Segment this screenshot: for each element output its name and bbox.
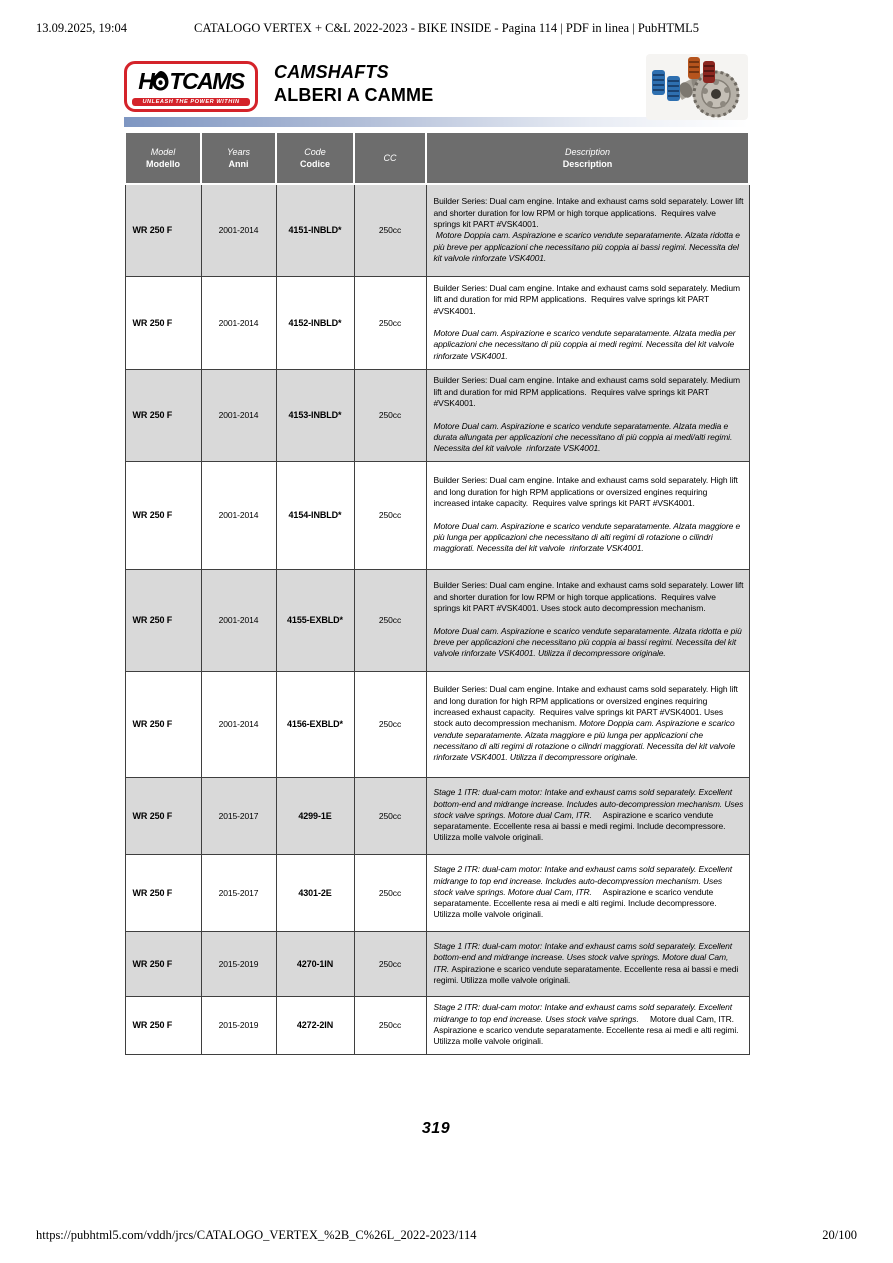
desc-segment: Motore Dual cam. Aspirazione e scarico vendute separatamente. Alzata ridotta e più breve per applicazioni che necessitano più coppia ai bassi regimi. Necessita del kit valvole rinforzate VSK4001. Utilizza il decompressore originale. <box>433 625 744 659</box>
description-cell <box>426 671 749 777</box>
print-datetime: 13.09.2025, 19:04 <box>36 21 127 35</box>
cc-cell: 250cc <box>354 184 426 276</box>
desc-segment: Stage 1 ITR: dual-cam motor: Intake and exhaust cams sold separately. Excellent bottom-end and midrange increase. Uses stock valve springs. Motore dual Cam, ITR. <box>433 940 735 974</box>
code-cell: 4299-1E <box>276 777 354 854</box>
table-row <box>125 569 749 671</box>
document-title: CATALOGO VERTEX + C&L 2022-2023 - BIKE INSIDE - Pagina 114 | PDF in linea | PubHTML5 <box>194 21 699 35</box>
code-cell: 4156-EXBLD* <box>276 671 354 777</box>
years-cell: 2015-2017 <box>201 854 276 931</box>
cc-cell: 250cc <box>354 854 426 931</box>
model-cell: WR 250 F <box>125 931 201 996</box>
print-header <box>36 21 857 37</box>
table-row <box>125 854 749 931</box>
desc-segment: Builder Series: Dual cam engine. Intake and exhaust cams sold separately. Lower lift and shorter duration for low RPM or high torque applications. Requires valve springs kit PART #VSK4001. <box>433 196 746 229</box>
table-row <box>125 996 749 1054</box>
desc-segment: Motore Dual cam. Aspirazione e scarico vendute separatamente. Alzata media e durata allungata per applicazioni che necessitano di più coppia ai medi/alti regimi. Necessita del kit valvole rinforzate VSK4001. <box>433 420 735 454</box>
spring-blue-2 <box>667 76 680 101</box>
hotcams-wordmark <box>127 65 255 97</box>
source-url: https://pubhtml5.com/vddh/jrcs/CATALOGO_VERTEX_%2B_C%26L_2022-2023/114 <box>36 1228 477 1242</box>
section-title-en: CAMSHAFTS <box>274 62 389 82</box>
code-cell: 4270-1IN <box>276 931 354 996</box>
table-row <box>125 777 749 854</box>
description-cell <box>426 369 749 461</box>
model-cell: WR 250 F <box>125 854 201 931</box>
camshaft-photo <box>646 54 748 120</box>
table-row <box>125 671 749 777</box>
desc-segment: Stage 1 ITR: dual-cam motor: Intake and exhaust cams sold separately. Excellent bottom-end and midrange increase. Includes auto-decompression mechanism. Uses stock valve springs. Motore dual Cam, ITR. <box>433 787 746 820</box>
code-cell: 4272-2IN <box>276 996 354 1054</box>
header-cc: CC <box>354 132 426 184</box>
table-row <box>125 931 749 996</box>
code-cell: 4301-2E <box>276 854 354 931</box>
years-cell: 2001-2014 <box>201 461 276 569</box>
cc-cell: 250cc <box>354 369 426 461</box>
desc-segment: Aspirazione e scarico vendute separatamente. Eccellente resa ai bassi e medi regimi. Include decompressore. Utilizza molle valvole originali. <box>433 809 728 843</box>
years-cell: 2015-2019 <box>201 931 276 996</box>
header-model: Model Modello <box>125 132 201 184</box>
spring-blue-1 <box>652 70 665 95</box>
camshaft-table <box>124 131 750 1055</box>
years-cell: 2001-2014 <box>201 276 276 369</box>
years-cell: 2001-2014 <box>201 369 276 461</box>
desc-segment: Motore Doppia cam. Aspirazione e scarico vendute separatamente. Alzata maggiore e più lunga per applicazioni che necessitano di alti regimi di rotazione o cilindri maggiorati. Necessita del kit valvole rinforzate VSK4001. Utilizza il decompressore originale. <box>433 718 740 763</box>
header-description: Description Description <box>426 132 749 184</box>
section-title-it: ALBERI A CAMME <box>274 85 434 105</box>
description-cell <box>426 184 749 276</box>
print-footer <box>36 1228 857 1243</box>
catalog-page <box>124 58 748 1055</box>
description-cell <box>426 461 749 569</box>
description-cell <box>426 276 749 369</box>
desc-segment: Motore Dual cam. Aspirazione e scarico vendute separatamente. Alzata media per applicazioni che necessitano di più coppia ai medi regimi. Necessita del kit valvole rinforzate VSK4001. <box>433 328 738 361</box>
years-cell: 2001-2014 <box>201 671 276 777</box>
desc-segment: Aspirazione e scarico vendute separatamente. Eccellente resa ai medi e alti regimi. Include decompressore. Utilizza molle valvole originali. <box>433 886 719 920</box>
description-cell <box>426 569 749 671</box>
model-cell: WR 250 F <box>125 671 201 777</box>
page-number: 319 <box>421 1120 451 1137</box>
cc-cell: 250cc <box>354 276 426 369</box>
brand-row <box>124 58 748 117</box>
pagination: 20/100 <box>822 1228 857 1242</box>
code-cell: 4155-EXBLD* <box>276 569 354 671</box>
years-cell: 2015-2017 <box>201 777 276 854</box>
model-cell: WR 250 F <box>125 569 201 671</box>
description-cell <box>426 996 749 1054</box>
years-cell: 2015-2019 <box>201 996 276 1054</box>
desc-segment: Builder Series: Dual cam engine. Intake and exhaust cams sold separately. High lift and long duration for high RPM applications or oversized engines requiring increased exhaust capacity. Requires valve springs kit PART #VSK4001. Uses stock auto decompression mechanism. <box>433 684 741 729</box>
code-cell: 4151-INBLD* <box>276 184 354 276</box>
header-code: Code Codice <box>276 132 354 184</box>
model-cell: WR 250 F <box>125 996 201 1054</box>
header-years: Years Anni <box>201 132 276 184</box>
cc-cell: 250cc <box>354 569 426 671</box>
code-cell: 4154-INBLD* <box>276 461 354 569</box>
logo-text-start: H <box>138 67 154 94</box>
years-cell: 2001-2014 <box>201 569 276 671</box>
model-cell: WR 250 F <box>125 777 201 854</box>
model-cell: WR 250 F <box>125 369 201 461</box>
table-header <box>125 132 749 184</box>
logo-text-end: TCAMS <box>169 67 244 94</box>
logo-tagline: UNLEASH THE POWER WITHIN <box>132 98 250 107</box>
desc-segment: Aspirazione e scarico vendute separatamente. Eccellente resa ai bassi e medi regimi. Utilizza molle valvole originali. <box>433 963 741 985</box>
table-row <box>125 184 749 276</box>
table-row <box>125 369 749 461</box>
cc-cell: 250cc <box>354 931 426 996</box>
cam-lobe-icon <box>151 70 170 92</box>
table-row <box>125 276 749 369</box>
desc-segment: Motore Doppia cam. Aspirazione e scarico vendute separatamente. Alzata ridotta e più breve per applicazioni che necessitano più coppia ai bassi regimi. Necessita del kit valvole rinforzate VSK4001. <box>433 230 743 263</box>
code-cell: 4153-INBLD* <box>276 369 354 461</box>
cc-cell: 250cc <box>354 671 426 777</box>
description-cell <box>426 777 749 854</box>
description-cell <box>426 854 749 931</box>
model-cell: WR 250 F <box>125 276 201 369</box>
cc-cell: 250cc <box>354 777 426 854</box>
spring-orange <box>688 57 700 79</box>
desc-segment: Builder Series: Dual cam engine. Intake and exhaust cams sold separately. Medium lift and duration for mid RPM applications. Requires valve springs kit PART #VSK4001. <box>433 282 743 316</box>
desc-segment: Motore dual Cam, ITR. Aspirazione e scarico vendute separatamente. Eccellente resa ai medi e alti regimi. Utilizza molle valvole originali. <box>433 1013 741 1047</box>
desc-segment: Builder Series: Dual cam engine. Intake and exhaust cams sold separately. High lift and long duration for high RPM applications or oversized engines requiring increased intake capacity. Requires valve springs kit PART #VSK4001. <box>433 475 741 509</box>
table-row <box>125 461 749 569</box>
desc-segment: Builder Series: Dual cam engine. Intake and exhaust cams sold separately. Medium lift and duration for mid RPM applications. Requires valve springs kit PART #VSK4001. <box>433 375 743 409</box>
years-cell: 2001-2014 <box>201 184 276 276</box>
cc-cell: 250cc <box>354 996 426 1054</box>
desc-segment: Motore Dual cam. Aspirazione e scarico vendute separatamente. Alzata maggiore e più lunga per applicazioni che necessitano di alti regimi di rotazione o cilindri maggiorati. Necessita del kit valvole rinforzate VSK4001. <box>433 520 743 554</box>
desc-segment: Stage 2 ITR: dual-cam motor: Intake and exhaust cams sold separately. Excellent midrange to top end increase. Includes auto-decompression mechanism. Uses stock valve springs. Motore dual Cam, ITR. <box>433 864 735 897</box>
code-cell: 4152-INBLD* <box>276 276 354 369</box>
model-cell: WR 250 F <box>125 184 201 276</box>
table-body <box>125 184 749 1054</box>
section-titles <box>274 63 433 104</box>
hotcams-logo <box>124 61 258 112</box>
description-cell <box>426 931 749 996</box>
model-cell: WR 250 F <box>125 461 201 569</box>
cc-cell: 250cc <box>354 461 426 569</box>
spring-red <box>703 61 715 83</box>
desc-segment: Builder Series: Dual cam engine. Intake and exhaust cams sold separately. Lower lift and shorter duration for low RPM or high torque applications. Requires valve springs kit PART #VSK4001. Uses stock auto decompression mechanism. <box>433 580 746 614</box>
desc-segment: Stage 2 ITR: dual-cam motor: Intake and exhaust cams sold separately. Excellent midrange to top end increase. Uses stock valve springs. <box>433 1002 735 1024</box>
